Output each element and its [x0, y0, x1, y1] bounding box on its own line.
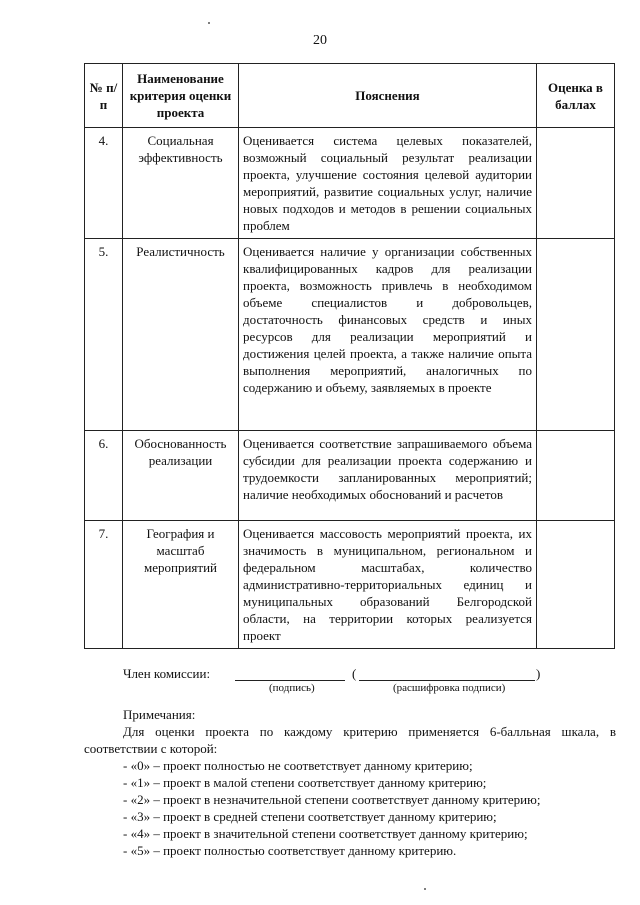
list-item: - «5» – проект полностью соответствует данному критерию. — [123, 843, 457, 858]
row-number: 6. — [85, 431, 123, 521]
row-number: 5. — [85, 239, 123, 431]
row-criterion: Обоснованность реализации — [123, 431, 239, 521]
list-item: - «1» – проект в малой степени соответствует данному критерию; — [123, 775, 487, 790]
paren-close: ) — [536, 666, 541, 681]
row-explanation: Оценивается система целевых показателей, возможный социальный результат реализации проекта, улучшение состояния целевой аудитории мероприятий, развитие социальных услуг, наличие новых подходов и методов в решении социальных проблем — [239, 128, 537, 239]
row-explanation: Оценивается наличие у организации собственных квалифицированных кадров для реализации проекта, возможность привлечь в необходимом объеме специалистов и добровольцев, достаточность финансовых средств и иных ресурсов для реализации мероприятий и достижения целей проекта, а также наличие опыта выполнения мероприятий, аналогичных по содержанию и объему, заявляемых в проекте — [239, 239, 537, 431]
header-score: Оценка в баллах — [537, 64, 615, 128]
list-item: - «0» – проект полностью не соответствует данному критерию; — [123, 758, 473, 773]
list-item: - «3» – проект в средней степени соответствует данному критерию; — [123, 809, 497, 824]
notes-section — [84, 706, 616, 859]
row-score-cell[interactable] — [537, 239, 615, 431]
decoding-caption: (расшифровка подписи) — [393, 682, 506, 694]
table-header-row — [85, 64, 615, 128]
header-criterion: Наименование критерия оценки проекта — [123, 64, 239, 128]
scan-speck — [208, 22, 210, 24]
paren-open: ( — [352, 666, 357, 681]
scan-speck — [424, 888, 426, 890]
signature-decoding-line[interactable] — [359, 680, 535, 681]
criteria-table — [84, 63, 615, 649]
table-row — [85, 128, 615, 239]
page-number: 20 — [313, 33, 327, 48]
notes-title: Примечания: — [123, 707, 196, 722]
signature-line[interactable] — [235, 680, 345, 681]
row-explanation: Оценивается массовость мероприятий проекта, их значимость в муниципальном, региональном и федеральном масштабах, количество административно-территориальных единиц и муниципальных образований Белгородской области, на территории которых реализуется проект — [239, 521, 537, 649]
row-number: 7. — [85, 521, 123, 649]
list-item: - «4» – проект в значительной степени соответствует данному критерию; — [123, 826, 528, 841]
table-row — [85, 521, 615, 649]
notes-intro: Для оценки проекта по каждому критерию применяется 6-балльная шкала, в соответствии с которой: — [84, 724, 616, 756]
row-criterion: Социальная эффективность — [123, 128, 239, 239]
header-explanation: Пояснения — [239, 64, 537, 128]
row-criterion: География и масштаб мероприятий — [123, 521, 239, 649]
row-criterion: Реалистичность — [123, 239, 239, 431]
row-explanation: Оценивается соответствие запрашиваемого объема субсидии для реализации проекта содержанию и трудоемкости запланированных мероприятий; наличие необходимых обоснований и расчетов — [239, 431, 537, 521]
signature-block — [123, 662, 583, 696]
row-score-cell[interactable] — [537, 431, 615, 521]
list-item: - «2» – проект в незначительной степени соответствует данному критерию; — [123, 792, 541, 807]
signature-label: Член комиссии: — [123, 666, 211, 681]
row-number: 4. — [85, 128, 123, 239]
row-score-cell[interactable] — [537, 521, 615, 649]
notes-list — [84, 757, 616, 859]
signature-caption: (подпись) — [269, 682, 315, 694]
table-row — [85, 239, 615, 431]
row-score-cell[interactable] — [537, 128, 615, 239]
header-number: № п/п — [85, 64, 123, 128]
table-row — [85, 431, 615, 521]
